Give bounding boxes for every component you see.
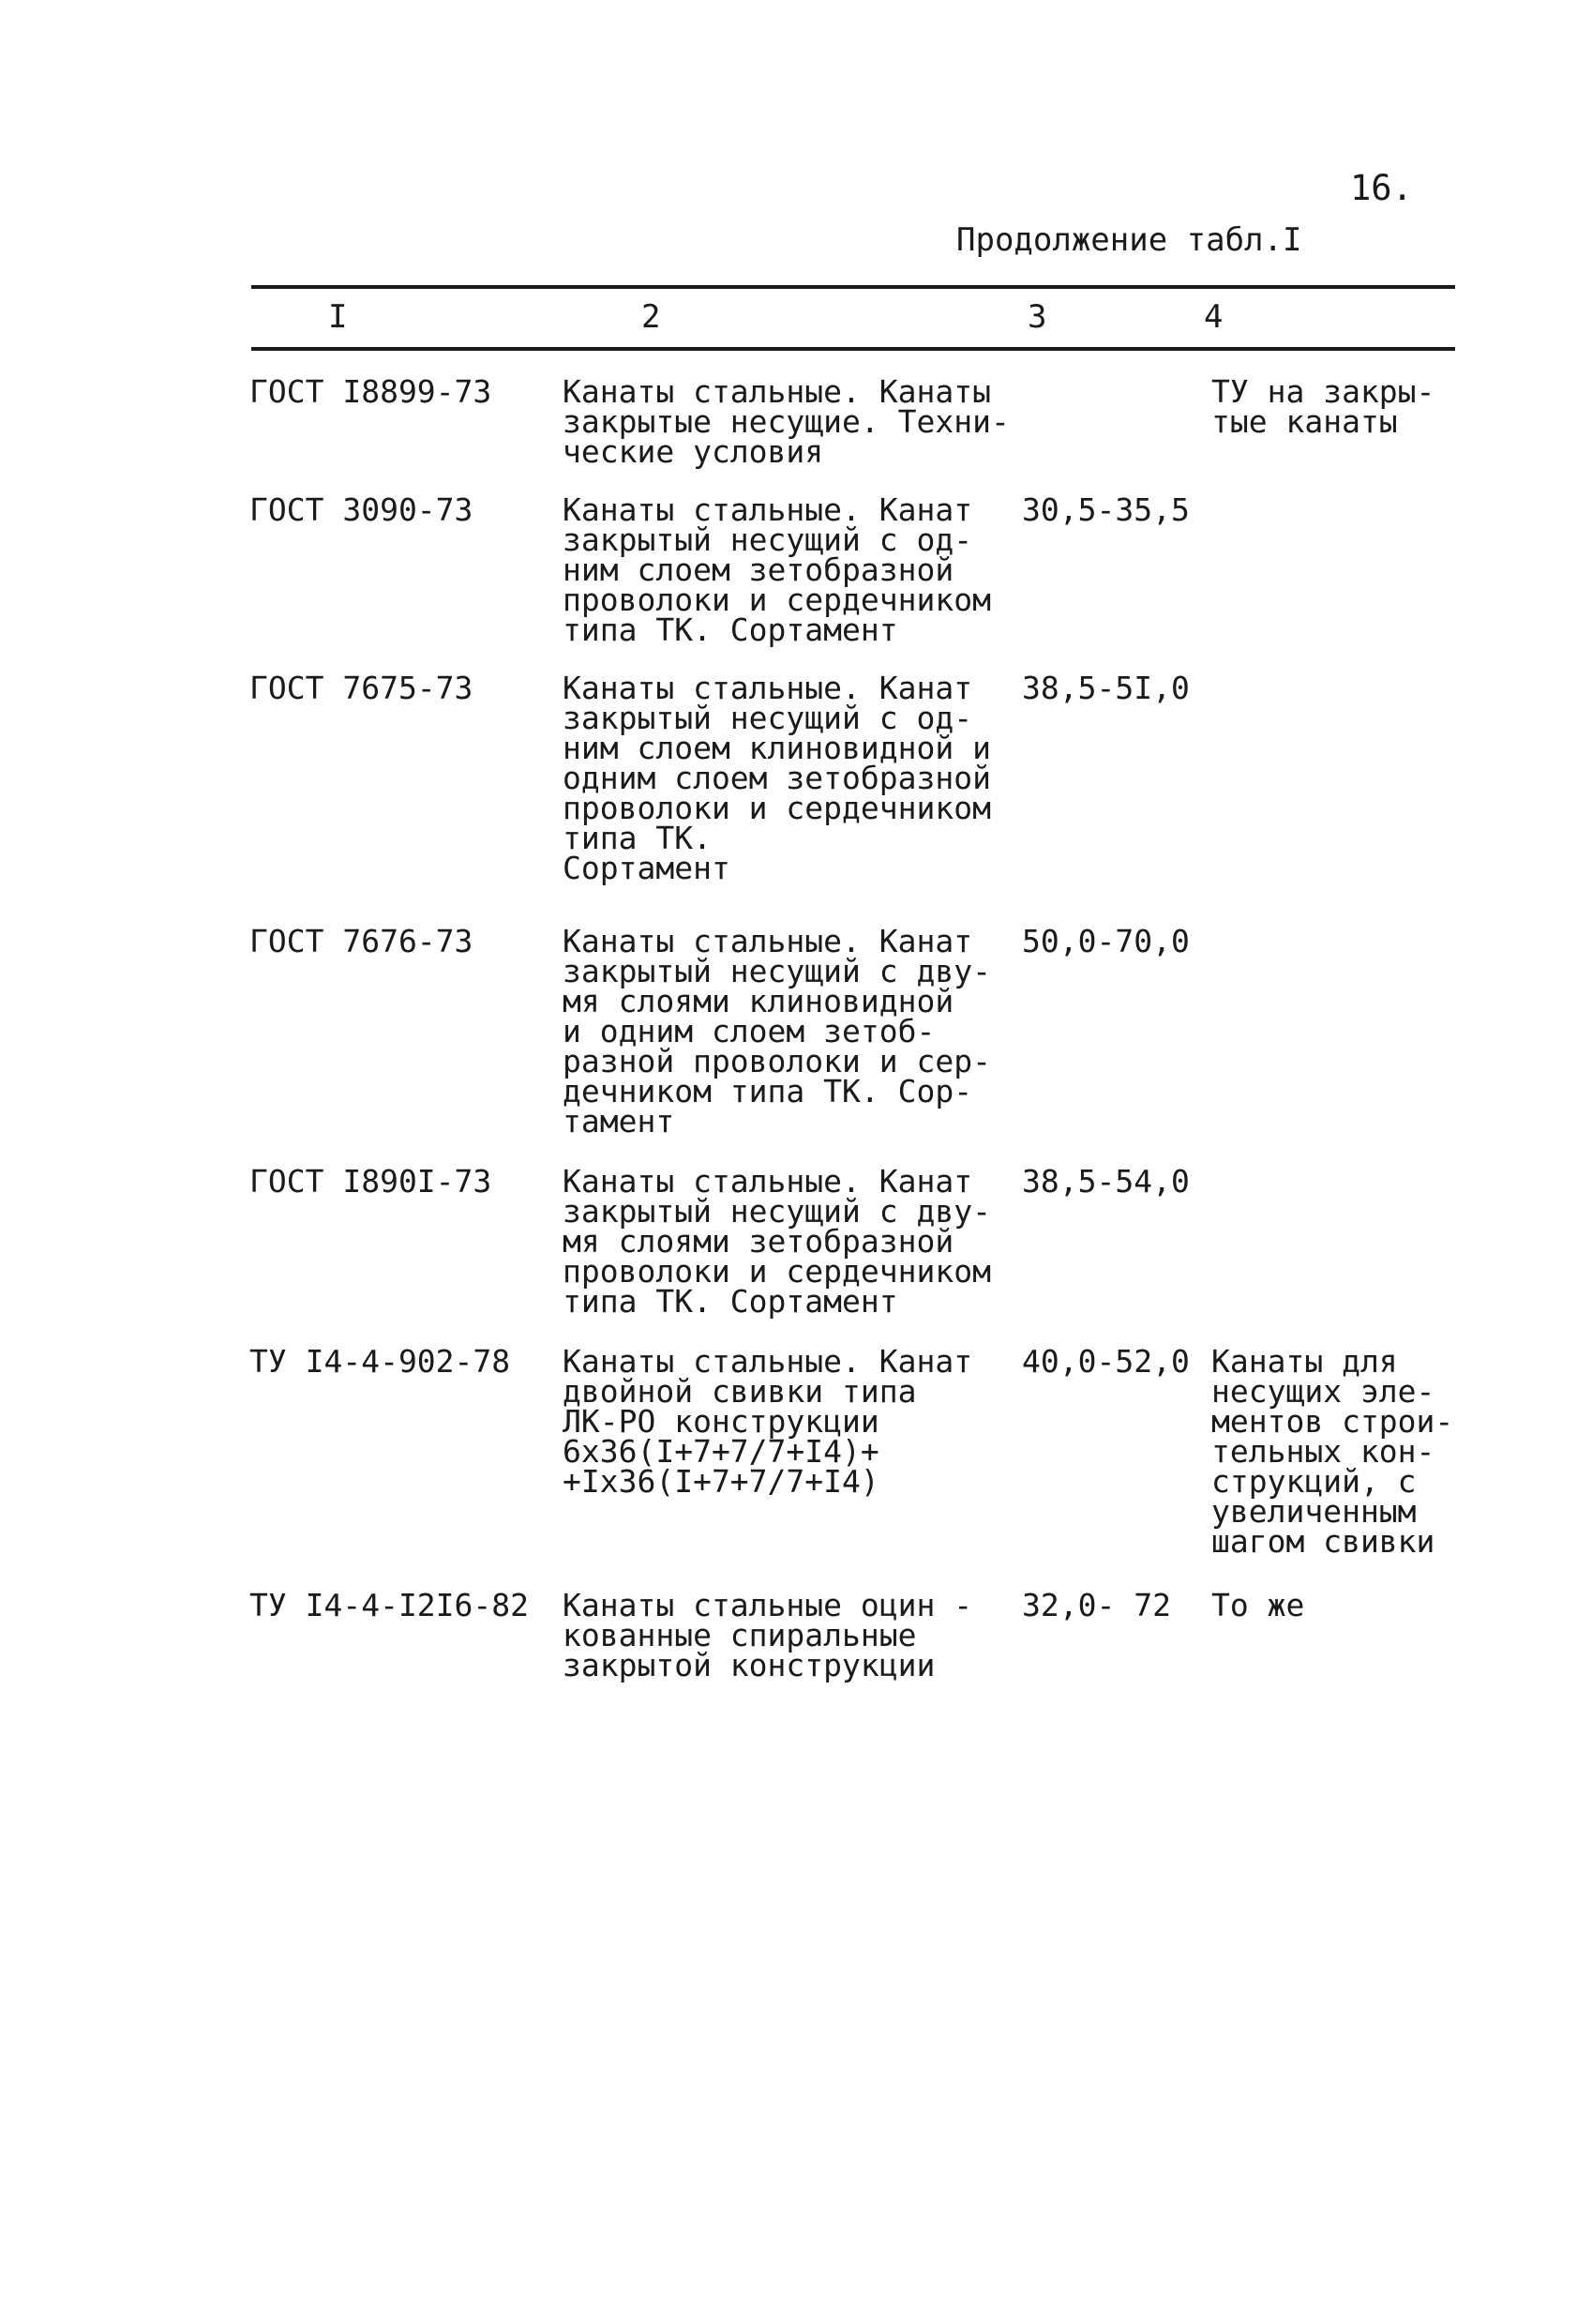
- row-6-designation: ТУ I4-4-902-78: [249, 1343, 511, 1380]
- header-bottom-rule: [251, 347, 1455, 351]
- row-5-name: Канаты стальные. Канат закрытый несущий с дву- мя слоями зетобразной проволоки и сердечником типа ТК. Сортамент: [563, 1163, 991, 1320]
- row-3-designation: ГОСТ 7675-73: [249, 670, 473, 706]
- column-header-4: 4: [1204, 298, 1224, 336]
- row-3-name: Канаты стальные. Канат закрытый несущий с од- ним слоем клиновидной и одним слоем зетобразной проволоки и сердечником типа ТК. Сортамент: [563, 670, 991, 886]
- row-1-note: ТУ на закры- тые канаты: [1211, 373, 1435, 440]
- row-2-name: Канаты стальные. Канат закрытый несущий с од- ним слоем зетобразной проволоки и сердечником типа ТК. Сортамент: [563, 491, 991, 648]
- row-7-designation: ТУ I4-4-I2I6-82: [249, 1587, 530, 1623]
- column-header-2: 2: [641, 298, 661, 336]
- row-6-name: Канаты стальные. Канат двойной свивки типа ЛК-РО конструкции 6х36(I+7+7/7+I4)+ +Iх36(I+7+7/7+I4): [563, 1343, 973, 1500]
- table-top-rule: [251, 285, 1455, 289]
- row-2-range: 30,5-35,5: [1022, 491, 1190, 528]
- row-7-name: Канаты стальные оцин - кованные спиральные закрытой конструкции: [563, 1587, 973, 1683]
- column-header-3: 3: [1028, 298, 1047, 336]
- row-1-name: Канаты стальные. Канаты закрытые несущие. Техни- ческие условия: [563, 373, 1010, 470]
- row-5-range: 38,5-54,0: [1022, 1163, 1190, 1200]
- column-header-1: I: [328, 298, 348, 336]
- row-6-note: Канаты для несущих эле- ментов строи- тельных кон- струкций, с увеличенным шагом свивки: [1211, 1343, 1454, 1560]
- row-4-name: Канаты стальные. Канат закрытый несущий с дву- мя слоями клиновидной и одним слоем зетоб- разной проволоки и сер- дечником типа ТК. Сор- тамент: [563, 923, 991, 1139]
- row-5-designation: ГОСТ I890I-73: [249, 1163, 492, 1200]
- table-continuation-caption: Продолжение табл.I: [956, 221, 1302, 259]
- row-7-note: То же: [1211, 1587, 1305, 1623]
- row-1-designation: ГОСТ I8899-73: [249, 373, 492, 410]
- page-number: 16.: [1350, 168, 1413, 208]
- row-4-designation: ГОСТ 7676-73: [249, 923, 473, 959]
- row-3-range: 38,5-5I,0: [1022, 670, 1190, 706]
- row-4-range: 50,0-70,0: [1022, 923, 1190, 959]
- row-6-range: 40,0-52,0: [1022, 1343, 1190, 1380]
- row-7-range: 32,0- 72: [1022, 1587, 1171, 1623]
- row-2-designation: ГОСТ 3090-73: [249, 491, 473, 528]
